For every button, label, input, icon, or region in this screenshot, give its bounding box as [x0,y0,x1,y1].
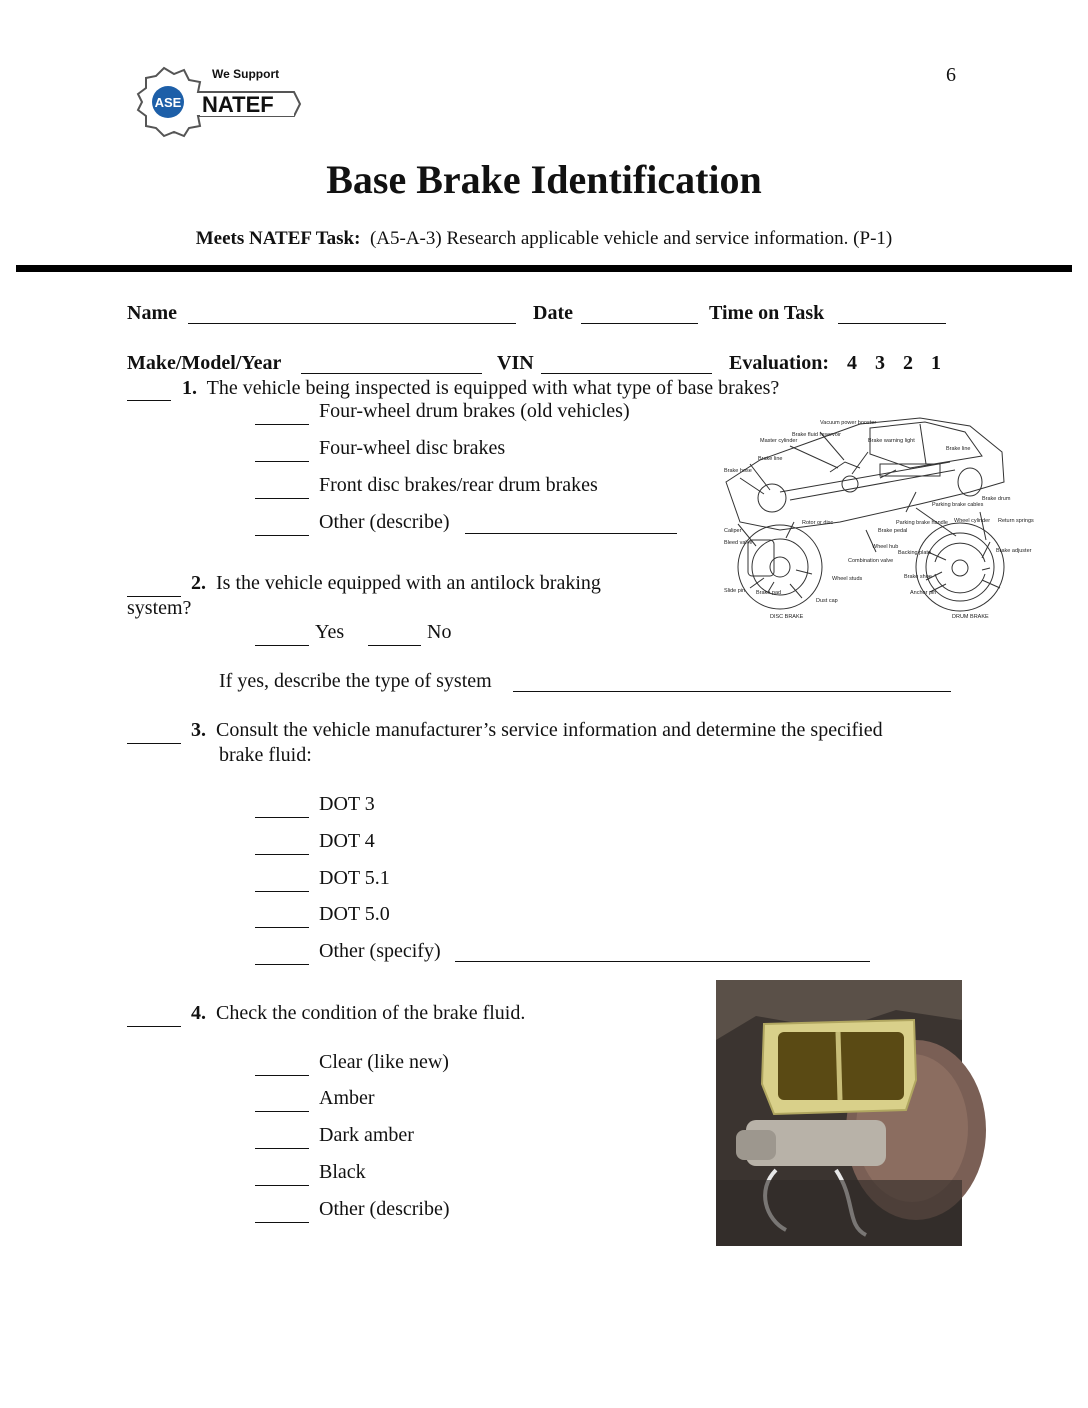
q2-followup-label: If yes, describe the type of system [219,670,492,692]
natef-task [0,228,1088,250]
q4-option-5-blank[interactable] [255,1202,309,1223]
diagram-label-vacuum-booster: Vacuum power booster [820,420,877,426]
q1-text: The vehicle being inspected is equipped with what type of base brakes? [206,377,780,399]
name-label: Name [127,302,177,324]
vin-label: VIN [497,352,534,374]
q3-option-1: DOT 3 [319,793,375,815]
q3-option-2-blank[interactable] [255,834,309,855]
q3-question [191,719,883,742]
q4-number: 4. [191,1002,206,1024]
date-label: Date [533,302,573,324]
diagram-label-brake-shoe: Brake shoe [904,574,932,580]
q2-followup-field[interactable] [513,673,951,692]
diagram-label-brake-pedal: Brake pedal [878,528,908,534]
evaluation-label: Evaluation: [729,352,830,374]
q4-option-2: Amber [319,1087,375,1109]
diagram-label-dust-cap: Dust cap [816,598,838,604]
q3-number: 3. [191,719,206,741]
q3-option-1-blank[interactable] [255,797,309,818]
logo-badge-text: ASE [154,95,182,110]
q3-other-specify-field[interactable] [455,943,870,962]
q1-number: 1. [182,377,197,399]
page-title: Base Brake Identification [326,157,762,202]
diagram-label-backing-plate: Backing plate [898,550,932,556]
diagram-label-wheel-cylinder: Wheel cylinder [954,518,991,524]
evaluation-score-2[interactable]: 2 [903,352,914,374]
q2-question [191,572,601,595]
q3-option-3: DOT 5.1 [319,867,390,889]
q2-no-label: No [427,621,452,643]
q3-option-4-blank[interactable] [255,907,309,928]
q1-option-1-blank[interactable] [255,404,309,425]
diagram-label-brake-adjuster: Brake adjuster [996,548,1032,554]
q4-option-4: Black [319,1161,366,1183]
diagram-label-drum-brake: DRUM BRAKE [952,614,989,620]
diagram-label-parking-cables: Parking brake cables [932,502,984,508]
q3-option-5: Other (specify) [319,940,441,962]
q3-option-5-blank[interactable] [255,944,309,965]
q2-text-continued: system? [127,597,192,619]
diagram-label-brake-hose: Brake hose [724,468,752,474]
diagram-label-anchor-pin: Anchor pin [910,590,937,596]
date-field[interactable] [581,305,698,324]
brake-system-diagram [720,412,1034,622]
diagram-label-caliper: Caliper [724,528,742,534]
diagram-label-master-cylinder: Master cylinder [760,438,798,444]
diagram-label-warning-light: Brake warning light [868,438,915,444]
q3-option-3-blank[interactable] [255,871,309,892]
make-model-year-label: Make/Model/Year [127,352,282,374]
q3-option-4: DOT 5.0 [319,903,390,925]
diagram-label-return-springs: Return springs [998,518,1034,524]
diagram-label-brake-line-rear: Brake line [946,446,971,452]
q4-option-2-blank[interactable] [255,1091,309,1112]
q3-option-2: DOT 4 [319,830,375,852]
q1-answer-blank[interactable] [127,380,171,401]
q3-answer-blank[interactable] [127,723,181,744]
q4-option-1-blank[interactable] [255,1055,309,1076]
q4-option-4-blank[interactable] [255,1165,309,1186]
diagram-label-wheel-studs: Wheel studs [832,576,863,582]
q1-other-describe-field[interactable] [465,515,677,534]
diagram-label-wheel-hub: Wheel hub [872,544,899,550]
ase-natef-logo [134,64,302,138]
time-on-task-field[interactable] [838,305,946,324]
page-number: 6 [946,64,956,86]
diagram-label-parking-handle: Parking brake handle [896,520,948,526]
vin-field[interactable] [541,355,712,374]
evaluation-score-3[interactable]: 3 [875,352,886,374]
q4-answer-blank[interactable] [127,1006,181,1027]
diagram-label-brake-line: Brake line [758,456,783,462]
evaluation-score-1[interactable]: 1 [931,352,942,374]
q1-option-4-blank[interactable] [255,515,309,536]
diagram-label-brake-pad: Brake pad [756,590,782,596]
diagram-label-bleed-valve: Bleed valve [724,540,753,546]
q1-option-3: Front disc brakes/rear drum brakes [319,474,598,496]
diagram-label-brake-drum: Brake drum [982,496,1011,502]
task-label: Meets NATEF Task: [195,228,361,249]
q4-option-3: Dark amber [319,1124,414,1146]
q4-text: Check the condition of the brake fluid. [216,1002,526,1024]
divider-rule [16,265,1072,272]
q2-answer-blank[interactable] [127,576,181,597]
diagram-label-disc-brake: DISC BRAKE [770,614,804,620]
q2-text: Is the vehicle equipped with an antilock braking [216,572,601,594]
q4-question [191,1002,525,1025]
q3-text: Consult the vehicle manufacturer’s service information and determine the specified [216,719,883,741]
q1-option-3-blank[interactable] [255,478,309,499]
diagram-label-fluid-reservoir: Brake fluid reservoir [792,432,841,438]
time-on-task-label: Time on Task [709,302,825,324]
q2-no-blank[interactable] [368,625,421,646]
q4-option-5: Other (describe) [319,1198,450,1220]
evaluation [729,352,941,375]
q2-yes-label: Yes [315,621,345,643]
q1-option-4: Other (describe) [319,511,450,533]
logo-top-text: We Support [212,67,280,81]
q1-option-2: Four-wheel disc brakes [319,437,506,459]
logo-main-text: NATEF [202,92,274,117]
q4-option-3-blank[interactable] [255,1128,309,1149]
q4-option-1: Clear (like new) [319,1051,449,1073]
q2-number: 2. [191,572,206,594]
make-model-year-field[interactable] [301,355,482,374]
task-text: (A5-A-3) Research applicable vehicle and service information. (P-1) [369,228,893,249]
diagram-label-rotor: Rotor or disc [802,520,834,526]
q1-option-2-blank[interactable] [255,441,309,462]
name-field[interactable] [188,305,516,324]
brake-fluid-reservoir-photo [716,980,962,1246]
q3-text-continued: brake fluid: [219,744,312,766]
q1-question [182,377,779,400]
diagram-label-slide-pin: Slide pin [724,588,746,594]
q1-option-1: Four-wheel drum brakes (old vehicles) [319,400,630,422]
evaluation-score-4[interactable]: 4 [847,352,858,374]
q2-yes-blank[interactable] [255,625,309,646]
diagram-label-combination-valve: Combination valve [848,558,894,564]
